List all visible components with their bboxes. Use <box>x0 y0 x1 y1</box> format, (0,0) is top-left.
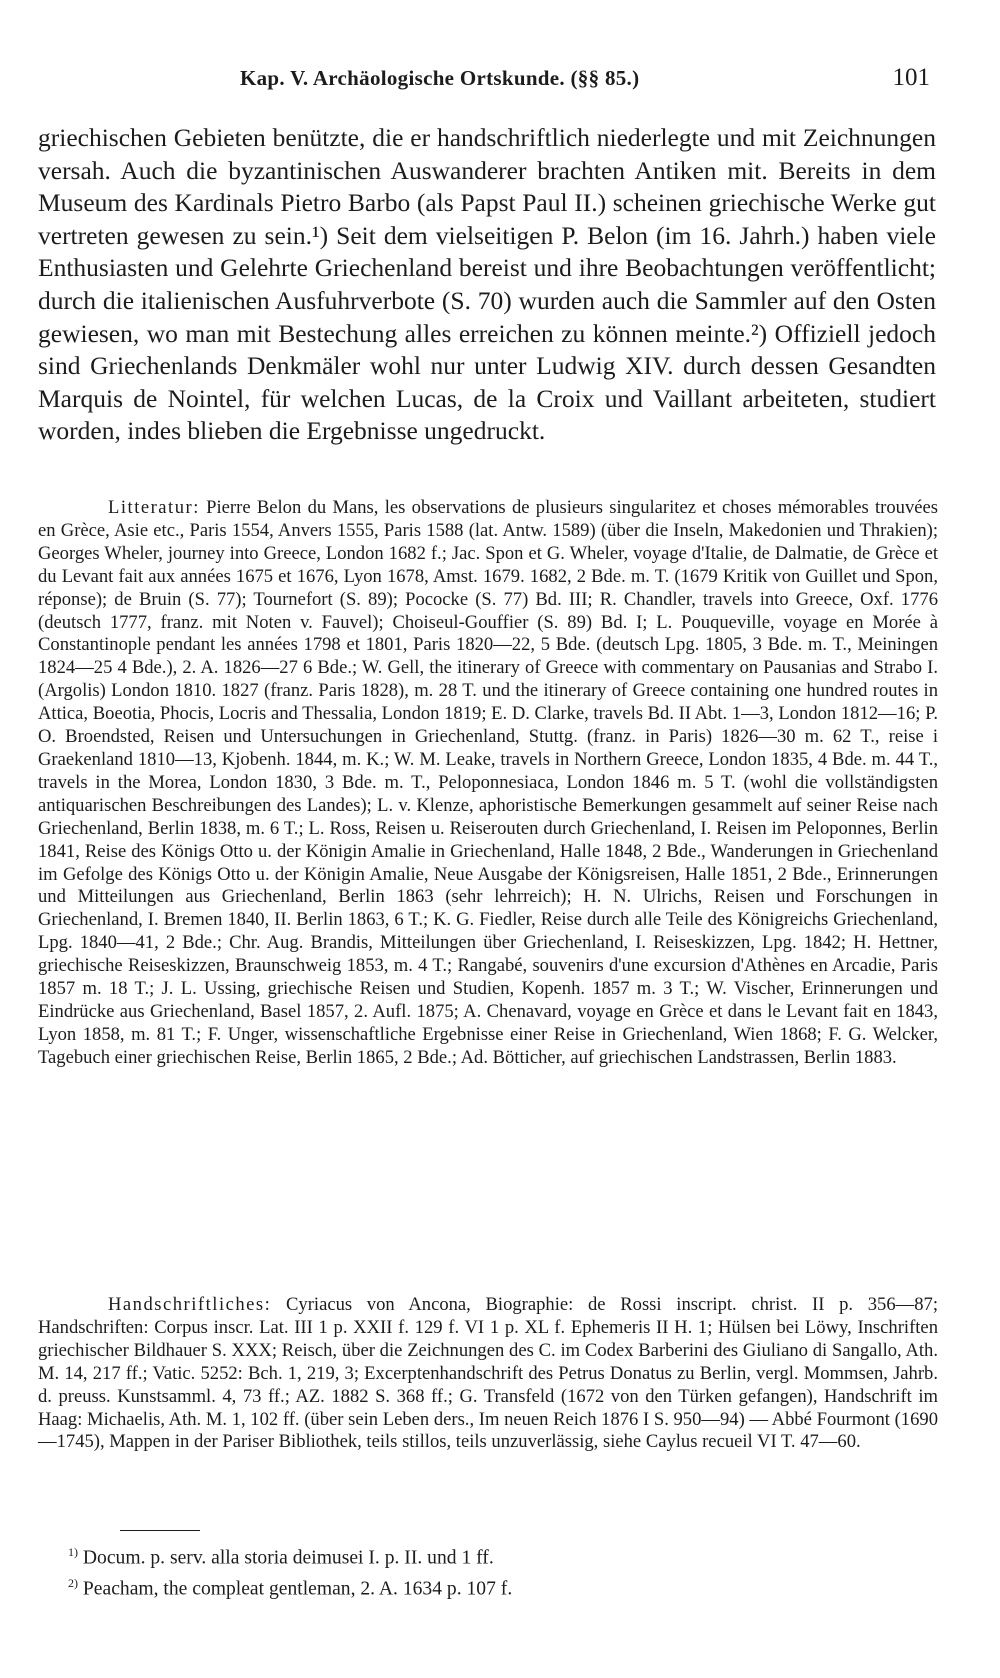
footnote-mark: 2) <box>68 1575 78 1590</box>
litteratur-text: Pierre Belon du Mans, les observations de plusieurs singularitez et choses mémorables trouvées en Grèce, Asie etc., Paris 1554, Anvers 1555, Paris 1588 (lat. Antw. 1589) (über die Inseln, Makedonien und Thrakien); Georges Wheler, journey into Greece, London 1682 f.; Jac. Spon et G. Wheler, voyage d'Italie, de Dalmatie, de Grèce et du Levant fait aux années 1675 et 1676, Lyon 1678, Amst. 1679. 1682, 2 Bde. m. T. (1679 Kritik von Guillet und Spon, réponse); de Bruin (S. 77); Tournefort (S. 89); Pococke (S. 77) Bd. III; R. Chandler, travels into Greece, Oxf. 1776 (deutsch 1777, franz. mit Noten v. Fauvel); Choiseul-Gouffier (S. 89) Bd. I; L. Pouqueville, voyage en Morée à Constantinople pendant les années 1798 et 1801, Paris 1820—22, 5 Bde. (deutsch Lpg. 1805, 3 Bde. m. T., Meiningen 1824—25 4 Bde.), 2. A. 1826—27 6 Bde.; W. Gell, the itinerary of Greece with commentary on Pausanias and Strabo I. (Argolis) London 1810. 1827 (franz. Paris 1828), m. 28 T. und the itinerary of Greece containing one hundred routes in Attica, Boeotia, Phocis, Locris and Thessalia, London 1819; E. D. Clarke, travels Bd. II Abt. 1—3, London 1812—16; P. O. Broendsted, Reisen und Untersuchungen in Griechenland, Stuttg. (franz. in Paris) 1826—30 m. 62 T., reise i Graekenland 1810—13, Kjobenh. 1844, m. K.; W. M. Leake, travels in Northern Greece, London 1835, 4 Bde. m. 44 T., travels in the Morea, London 1830, 3 Bde. m. T., Peloponnesiaca, London 1846 m. 5 T. (wohl die vollständigsten antiquarischen Beschreibungen des Landes); L. v. Klenze, aphoristische Bemerkungen gesammelt auf seiner Reise nach Griechenland, Berlin 1838, m. 6 T.; L. Ross, Reisen u. Reiserouten durch Griechenland, I. Reisen im Peloponnes, Berlin 1841, Reise des Königs Otto u. der Königin Amalie in Griechenland, Halle 1848, 2 Bde., Wanderungen in Griechenland im Gefolge des Königs Otto u. der Königin Amalie, Neue Ausgabe der Königsreisen, Halle 1851, 2 Bde., Erinnerungen und Mitteilungen aus Griechenland, Berlin 1863 (sehr lehrreich); H. N. Ulrichs, Reisen und Forschungen in Griechenland, I. Bremen 1840, II. Berlin 1863, 6 T.; K. G. Fiedler, Reise durch alle Teile des Königreichs Griechenland, Lpg. 1840—41, 2 Bde.; Chr. Aug. Brandis, Mitteilungen über Griechenland, I. Reiseskizzen, Lpg. 1842; H. Hettner, griechische Reiseskizzen, Braunschweig 1853, m. 4 T.; Rangabé, souvenirs d'une excursion d'Athènes en Arcadie, Paris 1857 m. 18 T.; J. L. Ussing, griechische Reisen und Studien, Kopenh. 1857 m. 3 T.; W. Vischer, Erinnerungen und Eindrücke aus Griechenland, Basel 1857, 2. Aufl. 1875; A. Chenavard, voyage en Grèce et dans le Levant fait en 1843, Lyon 1858, m. 81 T.; F. Unger, wissenschaftliche Ergebnisse einer Reise in Griechenland, Wien 1868; F. G. Welcker, Tagebuch einer griechischen Reise, Berlin 1865, 2 Bde.; Ad. Bötticher, auf griechischen Landstrassen, Berlin 1883. <box>38 497 938 1068</box>
chapter-title: Kap. V. Archäologische Ortskunde. (§§ 85.) <box>240 66 640 90</box>
footnote <box>68 1571 928 1602</box>
page-number: 101 <box>892 64 930 91</box>
litteratur-label: Litteratur: <box>108 497 200 518</box>
bibliography-handschriftliches <box>38 1294 938 1454</box>
bibliography-litteratur <box>38 497 938 1070</box>
running-header <box>240 64 940 104</box>
footnote <box>68 1540 928 1571</box>
footnote-text: Peacham, the compleat gentleman, 2. A. 1634 p. 107 f. <box>82 1578 513 1600</box>
handschriftliches-text: Cyriacus von Ancona, Biographie: de Rossi inscript. christ. II p. 356—87; Handschriften: Corpus inscr. Lat. III 1 p. XXII f. 129 f. VI 1 p. XL f. Ephemeris II H. 1; Hülsen bei Löwy, Inschriften griechischer Bildhauer S. XXX; Reisch, über die Zeichnungen des C. im Codex Barberini des Giuliano di Sangallo, Ath. M. 14, 217 ff.; Vatic. 5252: Bch. 1, 219, 3; Excerptenhandschrift des Petrus Donatus zu Berlin, vergl. Mommsen, Jahrb. d. preuss. Kunstsamml. 4, 73 ff.; AZ. 1882 S. 368 ff.; G. Transfeld (1672 von den Türken gefangen), Handschrift im Haag: Michaelis, Ath. M. 1, 102 ff. (über sein Leben ders., Im neuen Reich 1876 I S. 950—94) — Abbé Fourmont (1690—1745), Mappen in der Pariser Bibliothek, teils stillos, teils unzuverlässig, siehe Caylus recueil VI T. 47—60. <box>38 1294 938 1453</box>
handschriftliches-label: Handschriftliches: <box>108 1294 272 1315</box>
footnote-text: Docum. p. serv. alla storia deimusei I. p. II. und 1 ff. <box>82 1547 494 1569</box>
footnote-mark: 1) <box>68 1545 78 1559</box>
footnotes <box>68 1540 928 1601</box>
body-paragraph: griechischen Gebieten benützte, die er handschriftlich niederlegte und mit Zeichnungen versah. Auch die byzantinischen Auswanderer brachten Antiken mit. Bereits in dem Museum des Kardinals Pietro Barbo (als Papst Paul II.) scheinen griechische Werke gut vertreten gewesen zu sein.¹) Seit dem vielseitigen P. Belon (im 16. Jahrh.) haben viele Enthusiasten und Gelehrte Griechenland bereist und ihre Beobachtungen veröffentlicht; durch die italienischen Ausfuhrverbote (S. 70) wurden auch die Sammler auf den Osten gewiesen, wo man mit Bestechung alles erreichen zu können meinte.²) Offiziell jedoch sind Griechenlands Denkmäler wohl nur unter Ludwig XIV. durch dessen Gesandten Marquis de Nointel, für welchen Lucas, de la Croix und Vaillant arbeiteten, studiert worden, indes blieben die Ergebnisse ungedruckt. <box>38 123 936 446</box>
footnote-divider <box>120 1530 200 1531</box>
